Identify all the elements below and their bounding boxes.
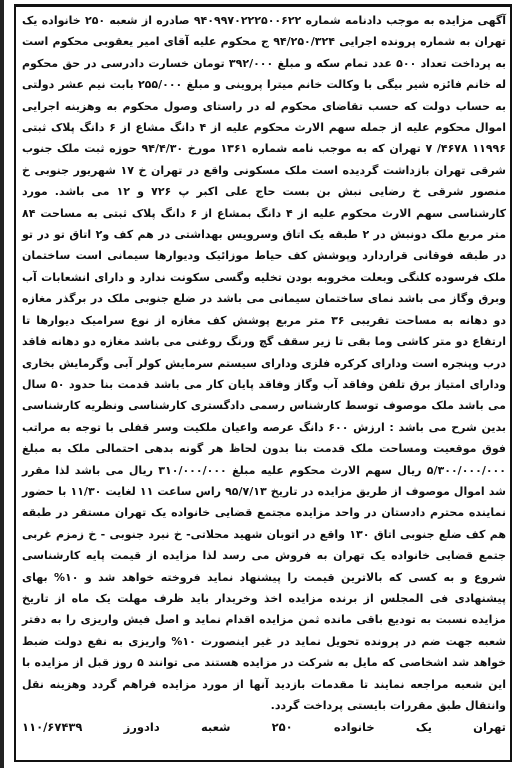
page-edge-rule — [0, 0, 4, 768]
signature-word: خانواده — [333, 720, 375, 735]
signature-word: یک — [415, 720, 432, 735]
notice-signature — [22, 717, 506, 738]
notice-body: آگهی مزایده به موجب دادنامه شماره ۹۴۰۹۹۷۰۲۲۲۵۰۰۶۲۲ صادره از شعبه ۲۵۰ خانواده یک تهران به شماره پرونده اجرایی ۹۴/۲۵۰/۳۲۴ ج محکوم علیه آقای امیر یعقوبی محکوم است به پرداخت تعداد ۵۰۰ عدد تمام سکه و مبلغ ۳۹۲/۰۰۰ تومان خسارت دادرسی در حق محکوم له خانم فائزه شیر بیگی با وکالت خانم میترا پروینی و مبلغ ۲۵۵/۰۰۰ بابت نیم عشر دولتی به حساب دولت که حسب تقاضای محکوم له در راستای وصول محکوم به وهزینه اجرایی اموال محکوم علیه از جمله سهم الارث محکوم علیه از ۴ دانگ مشاع از ۶ دانگ پلاک ثبتی ۱۱۹۹۶ ۴۶۷۸/ ۷ تهران که به موجب نامه شماره ۱۳۶۱ مورخ ۹۴/۴/۳۰ حوزه ثبت ملک جنوب شرقی تهران بازداشت گردیده است ملک مسکونی واقع در تهران خ ۱۷ شهریور جنوبی خ منصور شرقی خ رضایی نبش بن بست حاج علی اکبر پ ۷۲۶ و ۱۲ می باشد. مورد کارشناسی سهم الارث محکوم علیه از ۴ دانگ بمشاع از ۶ دانگ پلاک ثبتی به مساحت ۸۴ متر مربع ملک دونبش در ۲ طبقه یک اتاق وسرویس بهداشتی در هم کف و۲ اتاق تو در تو در طبقه فوقانی قراردارد وپوشش کف حیاط موزائیک ودیوارها سیمانی است ساختمان ملک فرسوده کلنگی وبعلت مخروبه بودن تخلیه وگسی سکونت ندارد و دارای انشعابات آب وبرق وگاز می باشد نمای ساختمان سیمانی می باشد در ضلع جنوبی ملک در برگذر مغازه دو دهانه به مساحت تقریبی ۳۶ متر مربع پوشش کف مغازه از نوع سرامیک دیوارها تا ارتفاع دو متر کاشی وما بقی تا زیر سقف گچ ورنگ روغنی می باشد مغازه دو دهانه فاقد درب وپنجره است ودارای کرکره فلزی ودارای سیستم سرمایش کولر آبی وگرمایش بخاری ودارای امتیاز برق تلفن وفاقد آب وگاز وفاقد پایان کار می باشد قدمت بنا حدود ۵۰ سال می باشد ملک موصوف توسط کارشناس رسمی دادگستری کارشناسی ونظریه کارشناسی بدین شرح می باشد : ارزش ۶۰۰ دانگ عرصه واعیان ملکیت وسر قفلی با توجه به مراتب فوق موقعیت ومساحت ملک قدمت بنا بدون لحاظ هر گونه بدهی احتمالی ملک به مبلغ ۵/۳۰۰/۰۰۰/۰۰۰ ریال سهم الارث محکوم علیه مبلغ ۳۱۰/۰۰۰/۰۰۰ ریال می باشد لذا مقرر شد اموال موصوف از طریق مزایده در تاریخ ۹۵/۷/۱۳ راس ساعت ۱۱ لغایت ۱۱/۳۰ با حضور نماینده محترم دادستان در واحد مزایده مجتمع قضایی خانواده یک تهران مستقر در طبقه هم کف ضلع جنوبی اتاق ۱۳۰ واقع در اتوبان شهید محلاتی- خ نبرد جنوبی - خ زمزم غربی جتمع قضایی خانواده یک تهران به فروش می رسد لذا مزایده از قیمت پایه کارشناسی شروع و به کسی که بالاترین قیمت را پیشنهاد نماید فروخته خواهد شد و ۱۰% بهای پیشنهادی فی المجلس از برنده مزایده اخذ وخریدار باید ظرف مهلت یک ماه از تاریخ مزایده نسبت به تودیع باقی مانده ثمن مزایده اقدام نماید و اصل فیش واریزی را به دفتر شعبه جهت ضم در پرونده تحویل نماید در غیر اینصورت ۱۰% واریزی به نفع دولت ضبط خواهد شد اشخاصی که مایل به شرکت در مزایده هستند می توانند ۵ روز قبل از مزایده با این شعبه مراجعه نمایند تا مقدمات بازدید آنها از مورد مزایده فراهم گردد وهزینه نقل وانتقال طبق مقررات بایستی پرداخت گردد. — [22, 14, 507, 712]
signature-word: دادورز — [123, 720, 160, 735]
signature-word: شعبه — [200, 720, 231, 735]
signature-word: ۲۵۰ — [271, 720, 293, 735]
auction-notice — [22, 10, 506, 760]
signature-word: تهران — [473, 720, 506, 735]
signature-word: ۱۱۰/۶۷۴۳۹ — [22, 720, 83, 735]
